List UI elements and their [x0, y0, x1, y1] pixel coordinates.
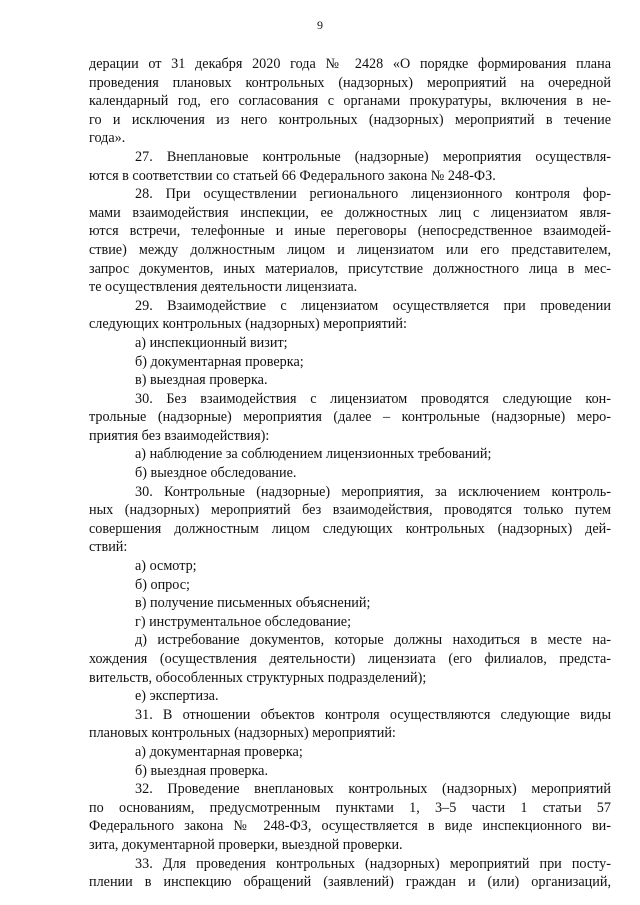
text-line: ствие) между должностным лицом и лицензиатом или его представителем, [89, 241, 611, 258]
text-line: ствий: [89, 539, 128, 556]
text-line: 29. Взаимодействие с лицензиатом осуществляется при проведении [135, 297, 611, 314]
text-line: е) экспертиза. [135, 688, 219, 705]
text-line: 33. Для проведения контрольных (надзорных) мероприятий при посту- [135, 855, 611, 872]
text-line: вительств, обособленных структурных подразделений); [89, 669, 427, 686]
text-line: 27. Внеплановые контрольные (надзорные) мероприятия осуществля- [135, 148, 611, 165]
text-line: те осуществления деятельности лицензиата. [89, 279, 358, 296]
text-line: по основаниям, предусмотренным пунктами 1, 3–5 части 1 статьи 57 [89, 799, 611, 816]
text-line: запрос документов, иных материалов, присутствие должностного лица в мес- [89, 260, 611, 277]
document-body [89, 55, 611, 892]
text-line: ются в соответствии со статьей 66 Федерального закона № 248-ФЗ. [89, 167, 496, 184]
text-line: б) опрос; [135, 576, 190, 593]
text-line: 32. Проведение внеплановых контрольных (надзорных) мероприятий [135, 781, 611, 798]
text-line: календарный год, его согласования с органами прокуратуры, включения в не- [89, 93, 611, 110]
text-line: хождения (осуществления деятельности) лицензиата (его филиалов, предста- [89, 651, 611, 667]
text-line: а) осмотр; [135, 558, 197, 575]
text-line: совершения должностным лицом следующих контрольных (надзорных) дей- [89, 520, 611, 537]
text-line: в) выездная проверка. [135, 372, 268, 389]
text-line: следующих контрольных (надзорных) мероприятий: [89, 316, 407, 333]
text-line: а) наблюдение за соблюдением лицензионных требований; [135, 446, 492, 463]
text-line: а) инспекционный визит; [135, 334, 288, 351]
text-line: в) получение письменных объяснений; [135, 595, 371, 612]
text-line: а) документарная проверка; [135, 743, 303, 760]
page-number: 9 [317, 18, 323, 32]
text-line: зита, документарной проверки, выездной проверки. [89, 836, 403, 853]
text-line: г) инструментальное обследование; [135, 613, 352, 630]
text-line: ных (надзорных) мероприятий без взаимодействия, проводятся только путем [89, 502, 611, 519]
text-line: Федерального закона № 248-ФЗ, осуществляется в виде инспекционного ви- [89, 818, 611, 835]
text-line: б) выездное обследование. [135, 465, 297, 482]
text-line: го и исключения из него контрольных (надзорных) мероприятий в течение [89, 111, 611, 128]
text-line: б) выездная проверка. [135, 762, 269, 779]
text-line: года». [89, 130, 126, 147]
text-line: ются встречи, телефонные и иные переговоры (непосредственное взаимодей- [89, 223, 611, 240]
text-line: 28. При осуществлении регионального лицензионного контроля фор- [135, 186, 611, 203]
text-line: мами взаимодействия инспекции, ее должностных лиц с лицензиатом явля- [89, 204, 611, 221]
text-line: д) истребование документов, которые должны находиться в месте на- [135, 632, 611, 649]
text-line: 31. В отношении объектов контроля осуществляются следующие виды [135, 706, 611, 723]
text-line: 30. Без взаимодействия с лицензиатом проводятся следующие кон- [135, 390, 611, 407]
text-line: плении в инспекцию обращений (заявлений) граждан и (или) организаций, [89, 874, 611, 891]
text-line: б) документарная проверка; [135, 353, 304, 370]
text-line: дерации от 31 декабря 2020 года № 2428 «О порядке формирования плана [89, 56, 611, 72]
text-line: приятия без взаимодействия): [89, 427, 270, 444]
text-line: 30. Контрольные (надзорные) мероприятия, за исключением контроль- [135, 483, 611, 500]
text-line: плановых контрольных (надзорных) мероприятий: [89, 725, 396, 742]
text-line: проведения плановых контрольных (надзорных) мероприятий на очередной [89, 74, 611, 91]
text-line: трольные (надзорные) мероприятия (далее – контрольные (надзорные) меро- [89, 409, 611, 426]
